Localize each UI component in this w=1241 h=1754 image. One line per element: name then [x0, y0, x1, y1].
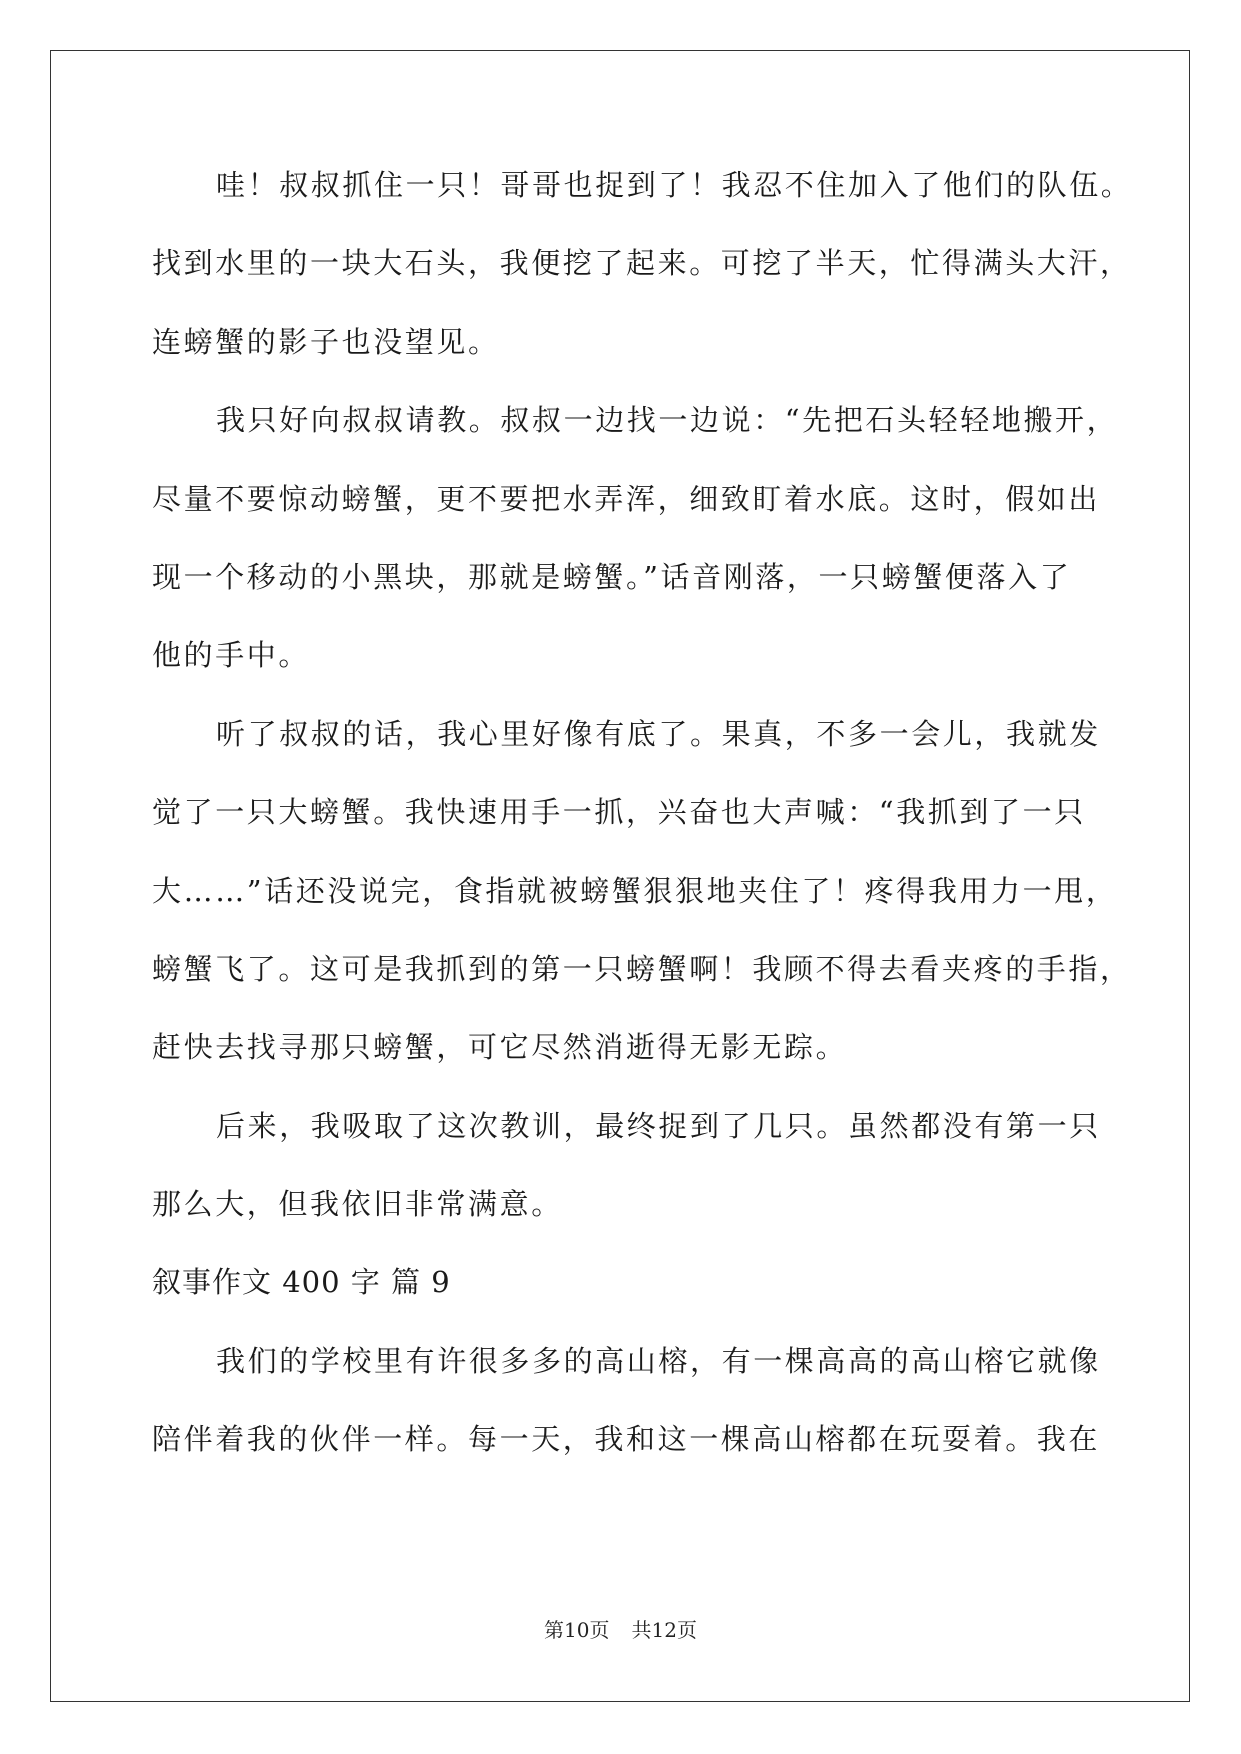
paragraph-line: 陪伴着我的伙伴一样。每一天，我和这一棵高山榕都在玩耍着。我在	[152, 1422, 1101, 1457]
paragraph-line: 我只好向叔叔请教。叔叔一边找一边说：“先把石头轻轻地搬开，	[216, 403, 1119, 438]
paragraph-line: 找到水里的一块大石头，我便挖了起来。可挖了半天，忙得满头大汗，	[152, 246, 1132, 281]
section-heading: 叙事作文 400 字 篇 9	[152, 1265, 451, 1300]
paragraph-line: 尽量不要惊动螃蟹，更不要把水弄浑，细致盯着水底。这时，假如出	[152, 481, 1101, 516]
paragraph-line: 连螃蟹的影子也没望见。	[152, 324, 500, 359]
paragraph-line: 大……”话还没说完，食指就被螃蟹狠狠地夹住了！疼得我用力一甩，	[152, 873, 1118, 908]
paragraph-line: 听了叔叔的话，我心里好像有底了。果真，不多一会儿，我就发	[216, 716, 1101, 751]
paragraph-line: 那么大，但我依旧非常满意。	[152, 1187, 563, 1222]
paragraph-line: 觉了一只大螃蟹。我快速用手一抓，兴奋也大声喊：“我抓到了一只	[152, 795, 1086, 830]
total-page-count: 共12页	[631, 1618, 697, 1642]
paragraph-line: 现一个移动的小黑块，那就是螃蟹。”话音刚落，一只螃蟹便落入了	[152, 559, 1072, 594]
paragraph-line: 他的手中。	[152, 638, 311, 673]
paragraph-line: 后来，我吸取了这次教训，最终捉到了几只。虽然都没有第一只	[216, 1108, 1101, 1143]
page-footer	[0, 1614, 1241, 1643]
current-page-number: 第10页	[544, 1618, 610, 1642]
paragraph-line: 我们的学校里有许很多多的高山榕，有一棵高高的高山榕它就像	[216, 1343, 1101, 1378]
paragraph-line: 螃蟹飞了。这可是我抓到的第一只螃蟹啊！我顾不得去看夹疼的手指，	[152, 951, 1132, 986]
document-body	[152, 160, 1133, 1493]
paragraph-line: 赶快去找寻那只螃蟹，可它尽然消逝得无影无踪。	[152, 1030, 848, 1065]
paragraph-line: 哇！叔叔抓住一只！哥哥也捉到了！我忍不住加入了他们的队伍。	[216, 168, 1133, 202]
